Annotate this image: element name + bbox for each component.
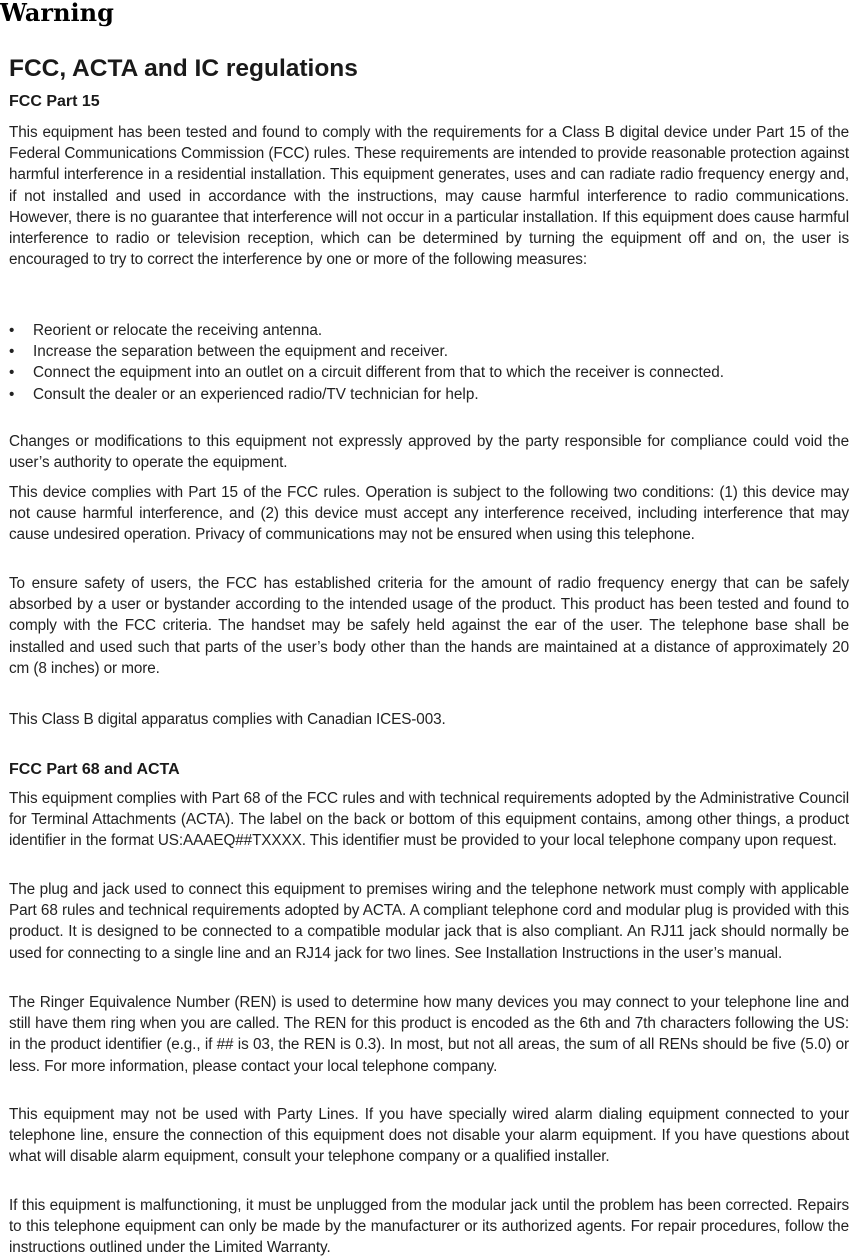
section-heading-fcc-part-68: FCC Part 68 and ACTA — [9, 761, 180, 778]
paragraph-part68-party-lines: This equipment may not be used with Party Lines. If you have specially wired alarm dialing equipment connected to your telephone line, ensure the connection of this equipment does not disable your alarm equipment. If you have questions about what will disable alarm equipment, consult your telephone company or a qualified installer. — [9, 1106, 849, 1166]
paragraph-part15-conditions: This device complies with Part 15 of the FCC rules. Operation is subject to the following two conditions: (1) this device may not cause harmful interference, and (2) this device must accept any interference received, including interference that may cause undesired operation. Privacy of communications may not be ensured when using this telephone. — [9, 484, 849, 544]
list-item: • Reorient or relocate the receiving antenna. — [9, 320, 849, 341]
interference-measures-list — [9, 320, 849, 405]
paragraph-part68-ren: The Ringer Equivalence Number (REN) is used to determine how many devices you may connect to your telephone line and still have them ring when you are called. The REN for this product is encoded as the 6th and 7th characters following the US: in the product identifier (e.g., if ## is 03, the REN is 0.3). In most, but not all areas, the sum of all RENs should be five (5.0) or less. For more information, please contact your local telephone company. — [9, 994, 849, 1075]
paragraph-part68-malfunction: If this equipment is malfunctioning, it must be unplugged from the modular jack until the problem has been corrected. Repairs to this telephone equipment can only be made by the manufacturer or its authorized agents. For repair procedures, follow the instructions outlined under the Limited Warranty. — [9, 1197, 849, 1257]
list-item: • Connect the equipment into an outlet on a circuit different from that to which the receiver is connected. — [9, 362, 849, 383]
section-heading-fcc-part-15: FCC Part 15 — [9, 93, 100, 110]
list-item: • Increase the separation between the equipment and receiver. — [9, 341, 849, 362]
warning-heading: Warning — [0, 0, 114, 27]
paragraph-part15-changes: Changes or modifications to this equipment not expressly approved by the party responsible for compliance could void the user’s authority to operate the equipment. — [9, 433, 849, 472]
paragraph-part15-ices: This Class B digital apparatus complies with Canadian ICES-003. — [9, 711, 446, 728]
paragraph-part15-rf-safety: To ensure safety of users, the FCC has established criteria for the amount of radio frequency energy that can be safely absorbed by a user or bystander according to the intended usage of the product. This product has been tested and found to comply with the FCC criteria. The handset may be safely held against the ear of the user. The telephone base shall be installed and used such that parts of the user’s body other than the hands are maintained at a distance of approximately 20 cm (8 inches) or more. — [9, 575, 849, 677]
page-title: FCC, ACTA and IC regulations — [9, 55, 358, 82]
list-item: • Consult the dealer or an experienced radio/TV technician for help. — [9, 384, 849, 405]
paragraph-part68-intro: This equipment complies with Part 68 of the FCC rules and with technical requirements adopted by the Administrative Council for Terminal Attachments (ACTA). The label on the back or bottom of this equipment contains, among other things, a product identifier in the format US:AAAEQ##TXXXX. This identifier must be provided to your local telephone company upon request. — [9, 790, 849, 850]
paragraph-part15-intro: This equipment has been tested and found to comply with the requirements for a Class B digital device under Part 15 of the Federal Communications Commission (FCC) rules. These requirements are intended to provide reasonable protection against harmful interference in a residential installation. This equipment generates, uses and can radiate radio frequency energy and, if not installed and used in accordance with the instructions, may cause harmful interference to radio communications. However, there is no guarantee that interference will not occur in a particular installation. If this equipment does cause harmful interference to radio or television reception, which can be determined by turning the equipment off and on, the user is encouraged to try to correct the interference by one or more of the following measures: — [9, 124, 849, 269]
paragraph-part68-plug-jack: The plug and jack used to connect this equipment to premises wiring and the telephone network must comply with applicable Part 68 rules and technical requirements adopted by ACTA. A compliant telephone cord and modular plug is provided with this product. It is designed to be connected to a compatible modular jack that is also compliant. An RJ11 jack should normally be used for connecting to a single line and an RJ14 jack for two lines. See Installation Instructions in the user’s manual. — [9, 881, 849, 962]
